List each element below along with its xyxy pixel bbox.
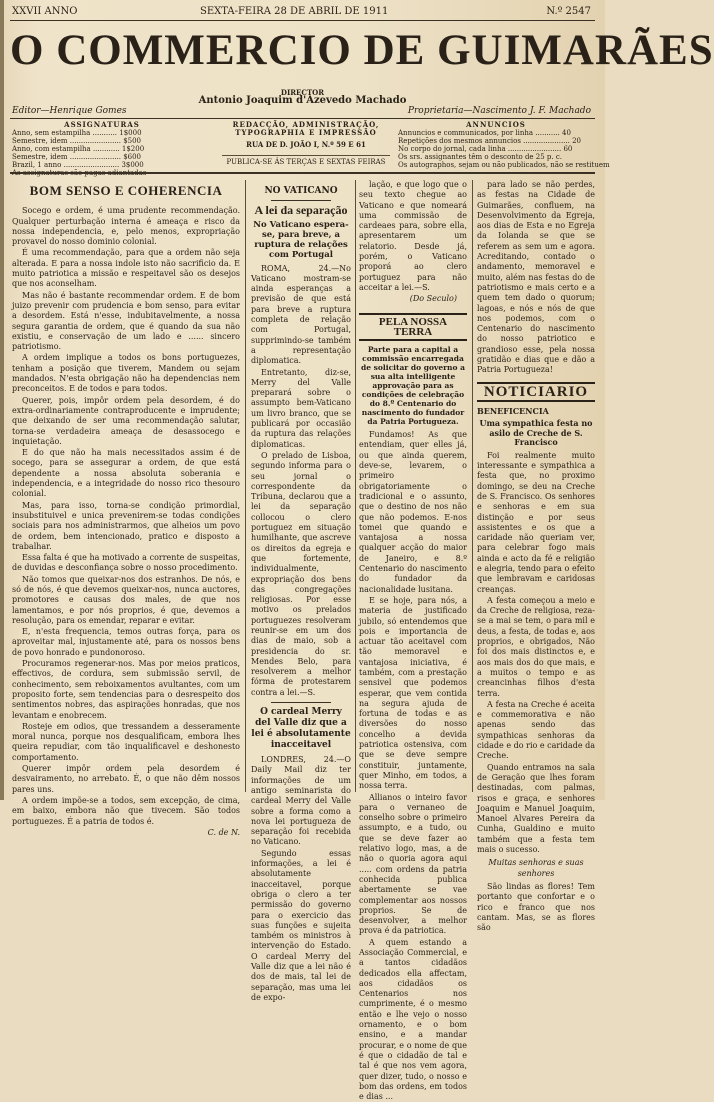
subsection-title: BENEFICENCIA [477, 405, 549, 416]
article-paragraph: Allianos o inteiro favor para o vernaneo de conselho sobre o primeiro assumpto, e a tudo, ou que se deve fazer ao relativo logo, mas, a de não o quoria agora aqui ..... com ordens da patria conhecida publica abertamente se vae complementar aos nossos proprios. Se de desenvolver, a melhor prova é da patriotica. [359, 792, 467, 936]
article-title: O cardeal Merry del Valle diz que a lei é absolutamente inacceitavel [251, 707, 351, 751]
column-rule [355, 180, 356, 792]
subscription-rate: Anno, com estampilha ............ 1$200 [12, 145, 145, 153]
article-paragraph: para lado se não perdes, as festas na Cidade de Guimarães, confluem, na Desenvolvimento da Egreja, aos dias de Esta e no Egreja da Iolanda se que se referem as sem um e agora. Acreditando, contado o andamento, memoravel e muito, além nas festas do de patriotismo e mais certo e a quem tem dado o quorum; lagoas, e nós e nós de que nos podemos, com o Centenario do nascimento do nosso patriotico e grandioso esse, pela nossa gratidão e dias que e dão a Patria Portugueza! [477, 180, 595, 375]
article-paragraph: Socego e ordem, é uma prudente recommendação. Qualquer perturbação interna é ameaça e risco da nossa independencia, e, pelo menos, expropriação provavel do nosso dominio colonial. [12, 206, 240, 247]
section-title: PELA NOSSA TERRA [359, 313, 467, 342]
top-rule [10, 20, 595, 21]
subscription-rate: Semestre, idem ....................... $600 [12, 153, 142, 161]
article-paragraph: A ordem implique a todos os bons portuguezes, tenham a posição que tiverem, Mandem ou sejam mandados. N'esta obrigação não ha dependencias nem preconceitos. E de todos e para todos. [12, 353, 240, 394]
article-subtitle: Parte para a capital a commissão encarregada de solicitar do governo a sua alta intelligente approvação para as condições de celebração do 8.º Centenario do nascimento do fundador da Patria Portugueza. [361, 345, 465, 427]
article-paragraph: Foi realmente muito interessante e sympathica a festa que, no proximo domingo, se deu na Creche de S. Francisco. Os senhores e senhoras e em sua distinção e por seus assistentes e os que a caridade não queriam ver, para celebrar fogo mais ainda e acto da fé e religião e alegria, tendo para o efeito que lembravam e caridosas creanças. [477, 450, 595, 594]
date-label: SEXTA-FEIRA 28 DE ABRIL DE 1911 [200, 6, 389, 17]
article-paragraph: Segundo essas informações, a lei é absolutamente inacceitavel, porque obriga o clero a ter permissão do governo para o exercicio das suas funções e sujeita também os ministros à intervenção do Estado. O cardeal Merry del Valle diz que a lei não é dos de mais, tal lei de separação, mas uma lei de expo- [251, 848, 351, 1002]
article-paragraph: Mas, para isso, torna-se condição primordial, insubstituivel e unica prevenirem-se todas condições sociais para nos administrarmos, que alheios um povo de ordem, bem intencionado, pratico e disposto a trabalhar. [12, 500, 240, 551]
column-noticiario [477, 180, 595, 933]
article-paragraph: A ordem impõe-se a todos, sem excepção, de cima, em baixo, embora não que tivecem. São todos portuguezes. É a patria de todos é. [12, 795, 240, 826]
article-subtitle: Uma sympathica festa no asilo de Creche de S. Francisco [479, 418, 593, 448]
header-rule [10, 118, 595, 119]
column-vaticano [251, 180, 351, 1002]
article-paragraph: Entretanto, diz-se, Merry del Valle preparará sobre o assumpto bem-Vaticano um livro branco, que se publicará por occasião da ruptura das relações diplomaticas. [251, 367, 351, 449]
ad-rate: No corpo do jornal, cada linha ........................ 60 [398, 145, 573, 153]
article-kicker: NO VATICANO [264, 186, 338, 196]
article-paragraph: Mas não é bastante recommendar ordem. E de bom juizo prevenir com prudencia e bom senso, para evitar a desordem. Está n'esse, indubitavelmente, a nossa segura garantia de ordem, que é quando da sua não existiu, e conservação de um lado e ...... sincero patriotismo. [12, 290, 240, 352]
volume-label: XXVII ANNO [12, 6, 78, 17]
article-paragraph: O prelado de Lisboa, segundo informa para o seu jornal o correspondente da Tribuna, declarou que a lei da separação collocou o clero portuguez em situação humilhante, que ascreve os direitos da egreja e que fortemente, individualmente, expropriação dos bens das congregações religiosas. Por esse motivo os prelados portuguezes resolveram reunir-se em um dos dias de maio, sob a presidencia do sr. Mendes Belo, para resolverem a melhor fórma de protestarem contra a lei.—S. [251, 450, 351, 697]
article-paragraph: E se hoje, para nós, a materia de justificado jubilo, só entendemos que pois e importancia de actuar tão aceitavel com tão memoravel e vantajosa iniciativa, é também, com a prestação sensivel que podemos esperar, que vem contida na segura ajuda de fortuna de todas e as diversões do nosso concelho a devida patriotica ostensiva, com que se deve sempre constituir, juntamente, quer Minho, em todos, a nossa terra. [359, 595, 467, 791]
column-bom-senso [12, 180, 240, 837]
ad-rate: Annuncios e communicados, por linha ........... 40 [398, 129, 571, 137]
article-paragraph: ROMA, 24.—No Vaticano mostram-se ainda esperanças a previsão de que está para breve a ruptura completa de relação com Portugal, supprimindo-se também a representação diplomatica. [251, 263, 351, 366]
director-label: DIRECTOR [280, 88, 325, 97]
subscriptions-box [12, 120, 192, 177]
page-spine [0, 0, 4, 800]
ads-title: ANNUNCIOS [466, 120, 526, 129]
section-title: NOTICIARIO [477, 382, 595, 402]
column-rule [472, 180, 473, 792]
article-subtitle: No Vaticano espera-se, para breve, a ruptura de relações com Portugal [253, 219, 349, 260]
column-pela-nossa-terra [359, 180, 467, 1102]
article-paragraph: Fundamos! As que entendiam, quer elles já, ou que ainda querem, deve-se, levarem, o primeiro obrigatoriamente o tradicional e o assunto, que o destino de nos não que não podemos. E-nos tomei que quando e vantajosa a nossa qualquer acção do maior de Janeiro, e 8.º Centenario do nascimento do fundador da nacionalidade lusitana. [359, 430, 467, 594]
ad-rate: Repetições dos mesmos annuncios ..................... 20 [398, 137, 581, 145]
header-topline [10, 6, 595, 18]
article-paragraph: A festa na Creche é aceita e commemorativa e não apenas sendo das sympathicas senhoras da cidade e do rio e caridade da Creche. [477, 699, 595, 761]
article-signature: C. de N. [207, 827, 240, 837]
article-paragraph: lação, e que logo que o seu texto chegue ao Vaticano e que nomeará uma commissão de cardeaes para, sobre ella, apresentarem um relatorio. Desde já, porém, o Vaticano proporá ao clero portuguez para não acceitar a lei.—S. [359, 180, 467, 292]
article-source: (Do Seculo) [409, 294, 457, 304]
article-paragraph: E do que não ha mais necessitados assim é de socego, para se assegurar a ordem, de que está dependente a nossa absoluta soberania e independencia, e a integridade do nosso rico thesouro colonial. [12, 448, 240, 499]
editor-label: Editor—Henrique Gomes [12, 106, 127, 116]
column-rule [245, 180, 246, 792]
subscriptions-title: ASSIGNATURAS [64, 120, 140, 129]
administration-title: REDACÇÃO, ADMINISTRAÇÃO, TYPOGRAPHIA E IMPRESSÃO [232, 120, 380, 137]
subscription-rate: Brazil, 1 anno ......................... 3$000 [12, 161, 144, 169]
article-paragraph: LONDRES, 24.—O Daily Mail diz ter informações de um antigo seminarista do cardeal Merry del Valle sobre a forma como a nova lei portugueza de separação foi recebida no Vaticano. [251, 755, 351, 847]
article-paragraph: A quem estando a Associação Commercial, e a tantos cidadãos dedicados ella affectam, aos cidadãos os Centenarios nos cumprimente, é o mesmo então e lhe vejo o nosso ornamento, e o bom ensino, e a mandar procurar, e o nome de que é que o cidadão de tal e tal é que nos vem agora, quer dizer, tudo, o nosso e bom das ordens, em todos e dias ... [359, 937, 467, 1102]
article-paragraph: São lindas as flores! Tem portanto que confortar e o rico e franco que nos cantam. Mas, se as flores são [477, 881, 595, 933]
address-label: RUA DE D. JOÃO I, N.º 59 E 61 [246, 140, 366, 149]
article-paragraph: É uma recommendação, para que a ordem não seja alterada. E para a nossa indole isto não sacrificio da. E muito patriotica a missão e respeitavel são os desejos que nos aconselham. [12, 248, 240, 289]
article-paragraph: E, n'esta frequencia, temos outras força, para os aproveitar mal, injustamente até, para os nossos bens de povo honrado e pundonoroso. [12, 627, 240, 657]
proprietor-label: Proprietaria—Nascimento J. F. Machado [407, 106, 591, 116]
administration-box [222, 121, 390, 167]
director-name: Antonio Joaquim d'Azevedo Machado [198, 95, 407, 106]
newspaper-title: O COMMERCIO DE GUIMARÃES [10, 27, 714, 74]
article-rule [271, 702, 331, 703]
subscription-rate: Semestre, idem ....................... $500 [12, 137, 142, 145]
article-paragraph: Rosteje em odios, que tressandem a desseramente moral nunca, porque nos desqualificam, embora lhes queira repudiar, com tão inqualificavel e deshonesto comportamento. [12, 721, 240, 762]
publication-label: PUBLICA-SE ÁS TERÇAS E SEXTAS FEIRAS [222, 155, 390, 166]
article-paragraph: Procuramos regenerar-nos. Mas por meios praticos, effectivos, de cordura, sem submissão servil, de conhecimento, sem reboixamentos avultantes, com um proposito forte, sem tendencias para o desrespeito dos sentimentos nobres, das aspirações honradas, que nos levantam e enobrecem. [12, 659, 240, 720]
article-paragraph: Não tomos que queixar-nos dos estranhos. De nós, e só de nós, é que devemos queixar-nos, nunca auctores, promotores e causas dos males, de que nos lamentamos, e por nós proprios, é que, devemos a resolução, para os emendar, reparar e evitar. [12, 574, 240, 625]
ads-box [398, 120, 610, 169]
article-paragraph: Essa falta é que ha motivado a corrente de suspeitas, de duvidas e desconfiança sobre o nosso procedimento. [12, 553, 240, 573]
issue-number: N.º 2547 [546, 6, 591, 17]
ads-list [398, 129, 610, 169]
subscription-rate: Anno, sem estampilha ........... 1$000 [12, 129, 142, 137]
article-paragraph: Quando entramos na sala de Geração que lhes foram destinadas, com palmas, risos e graça, e senhores Joaquim e Manuel Joaquim, Manoel Alvares Pereira da Cunha, Gualdino e muito também que a festa tem mais o sucesso. [477, 762, 595, 855]
article-paragraph: Querer impôr ordem pela desordem é desvairamento, no arrebato. É, o que não dêm nossos pares uns. [12, 764, 240, 794]
ad-note: Os autographos, sejam ou não publicados, não se restituem [398, 161, 610, 169]
article-subhead: Muitas senhoras e suas senhores [488, 858, 584, 878]
subscription-note: As assignaturas são pagas adiantadas [12, 169, 147, 177]
article-paragraph: Querer, pois, impôr ordem pela desordem, é do extra-ordinariamente contraproducente e imprudente; que deixando de ser uma recommendação salutar, torna-se verdadeira ameaça de desassocego e inquietação. [12, 395, 240, 446]
kicker-rule [271, 200, 331, 201]
article-title: BOM SENSO E COHERENCIA [29, 183, 223, 198]
section-rule [10, 172, 595, 174]
article-paragraph: A festa começou a meio e da Creche de religiosa, reza-se a mai se tem, o para mil e deus, a festa, de todas e, aos proprios, e obrigados, Não foi dos mais distinctos e, e aos mais dos do que mais, e a muitos o tempo e as creancinhas filhos d'esta terra. [477, 595, 595, 698]
ad-note: Os srs. assignantes têm o desconto de 25 p. c. [398, 153, 563, 161]
article-title: A lei da separação [254, 203, 348, 218]
subscriptions-list [12, 129, 192, 177]
